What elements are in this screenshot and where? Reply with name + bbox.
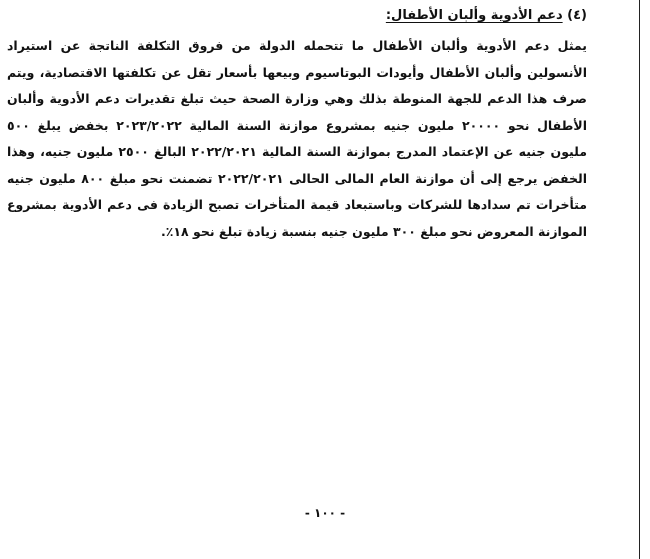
page-edge-divider [639,0,640,559]
section-title: دعم الأدوية وألبان الأطفال: [385,8,563,23]
section-number: (٤) [567,8,587,23]
body-paragraph: يمثل دعم الأدوية وألبان الأطفال ما تتحمله الدولة من فروق التكلفة الناتجة عن استيراد الأنسولين وألبان الأطفال وأيودات البوتاسيوم وبيعها بأسعار تقل عن تكلفتها الاقتصادية، ويتم صرف هذا الدعم للجهة المنوطة بذلك وهي وزارة الصحة حيث تبلغ تقديرات دعم الأدوية وألبان الأطفال نحو ٢٠٠٠٠ مليون جنيه بمشروع موازنة السنة المالية ٢٠٢٣/٢٠٢٢ بخفض يبلغ ٥٠٠ مليون جنيه عن الإعتماد المدرج بموازنة السنة المالية ٢٠٢٢/٢٠٢١ البالغ ٢٥٠٠ مليون جنيه، وهذا الخفض يرجع إلى أن موازنة العام المالى الحالى ٢٠٢٢/٢٠٢١ تضمنت نحو مبلغ ٨٠٠ مليون جنيه متأخرات تم سدادها للشركات وباستبعاد قيمة المتأخرات تصبح الزيادة فى دعم الأدوية بمشروع الموازنة المعروض نحو مبلغ ٣٠٠ مليون جنيه بنسبة زيادة تبلغ نحو ١٨٪. [7,38,588,239]
page-number: - ١٠٠ - [304,506,346,520]
section-heading [386,8,587,23]
